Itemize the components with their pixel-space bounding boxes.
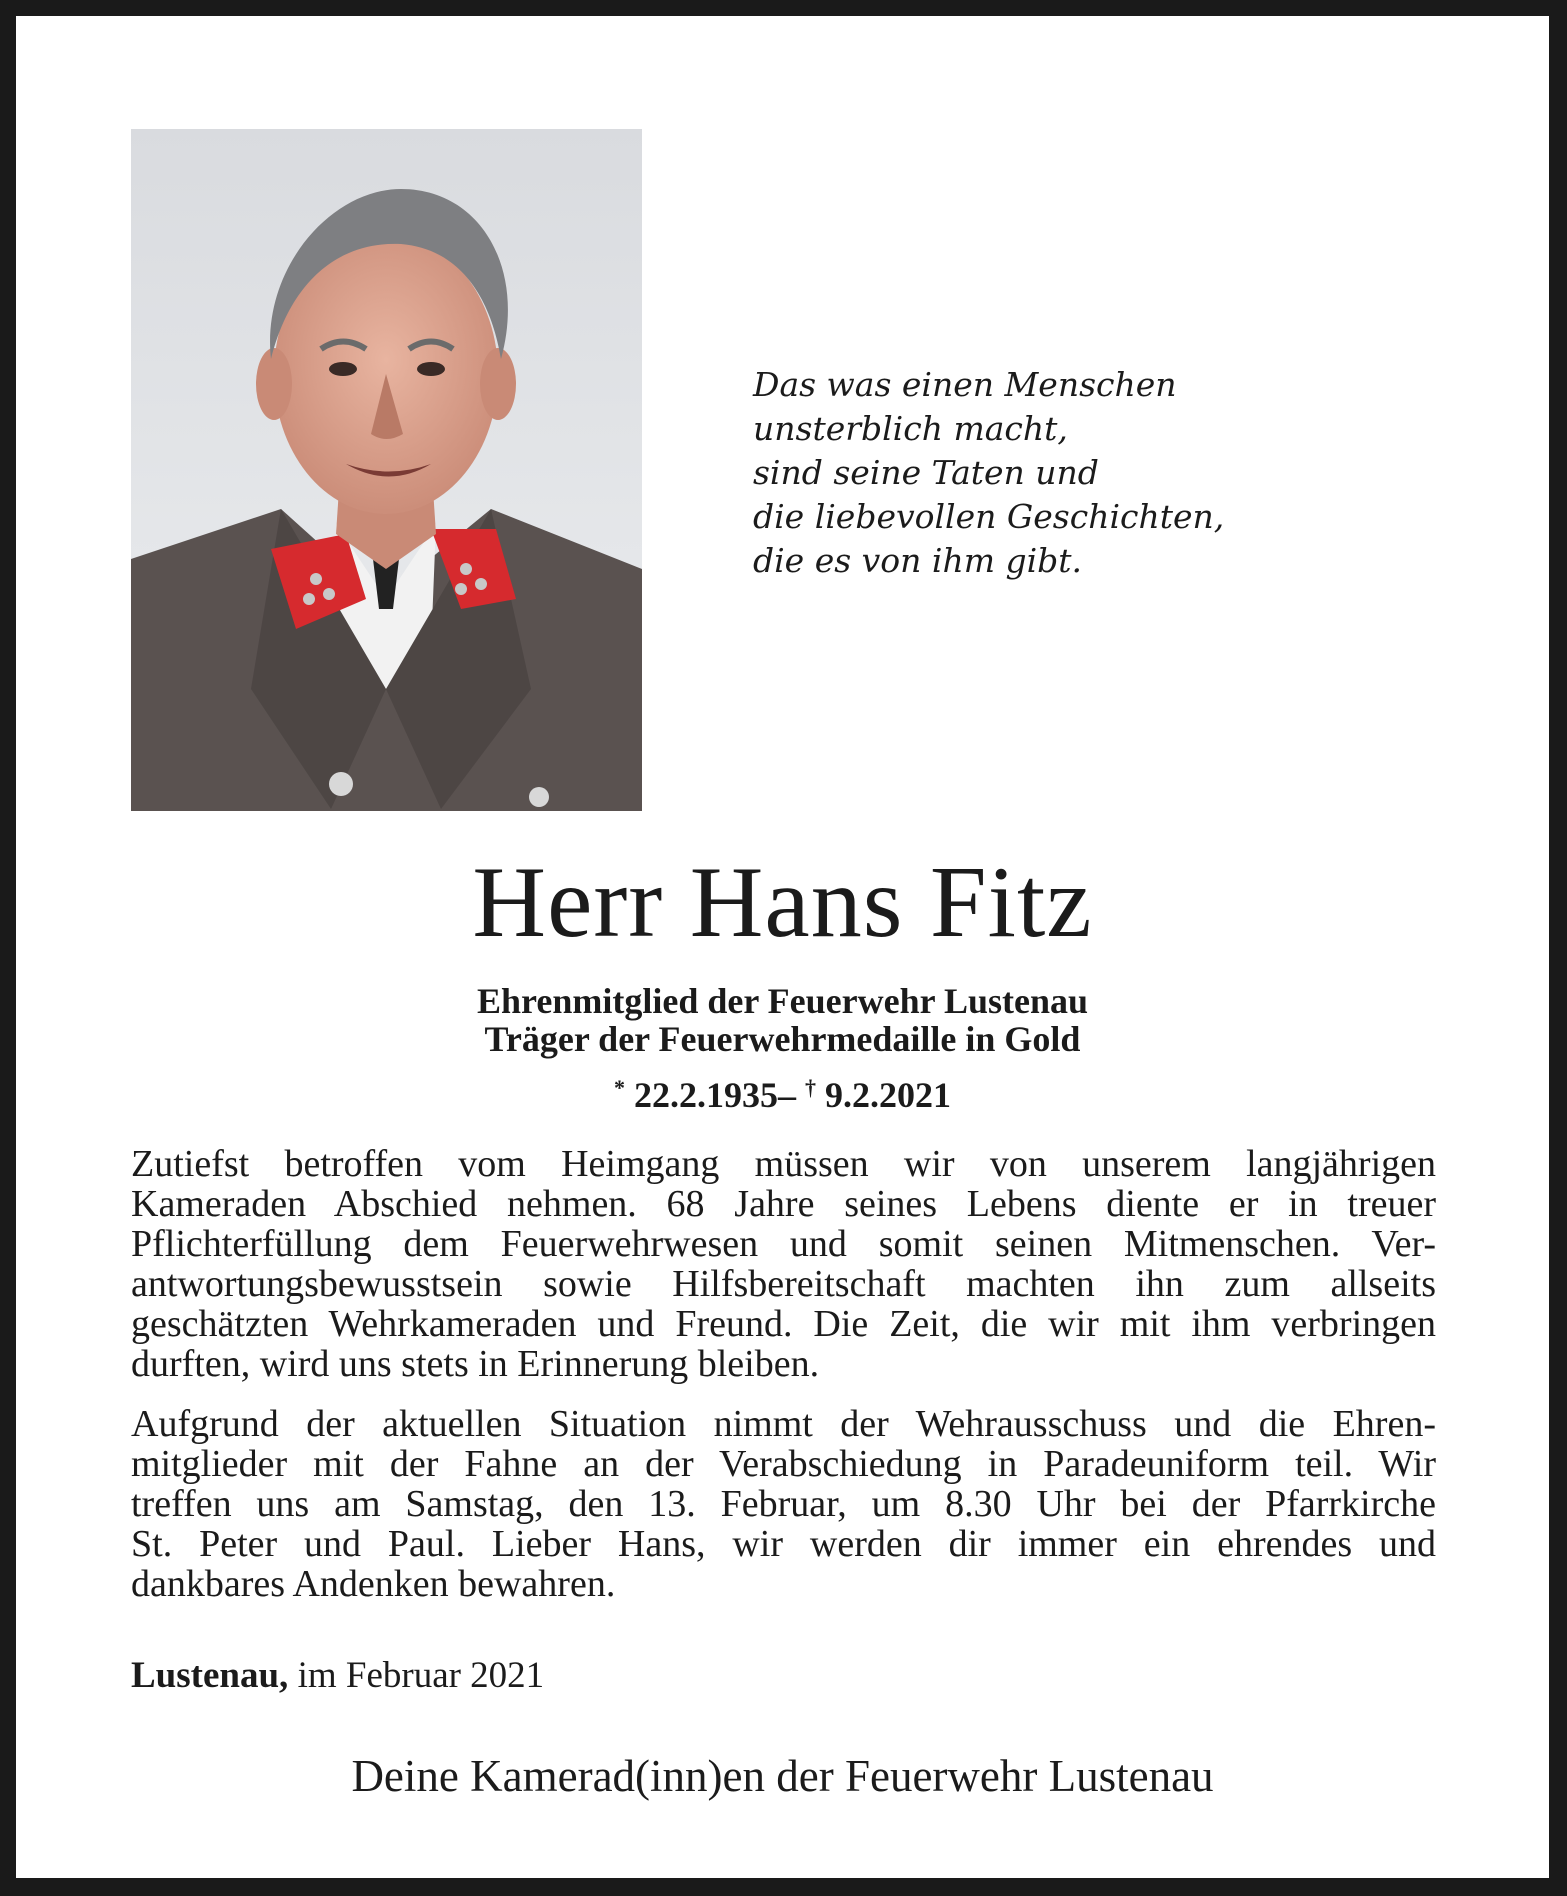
place-month: im Februar 2021 <box>288 1655 545 1696</box>
quote-line: Das was einen Menschen <box>753 365 1177 404</box>
birth-symbol: * <box>614 1075 625 1100</box>
body-line: Pflichterfüllung dem Feuerwehrwesen und somit seinen Mitmenschen. Ver- <box>131 1224 1436 1264</box>
birth-date: 22.2.1935 <box>634 1075 778 1115</box>
portrait-illustration <box>131 129 642 811</box>
signoff: Deine Kamerad(inn)en der Feuerwehr Lustenau <box>351 1751 1214 1801</box>
death-symbol: † <box>805 1075 816 1100</box>
quote-line: die es von ihm gibt. <box>753 541 1083 580</box>
body-line: geschätzten Wehrkameraden und Freund. Die Zeit, die wir mit ihm verbringen <box>131 1304 1436 1344</box>
quote-line: die liebevollen Geschichten, <box>753 497 1225 536</box>
death-date: 9.2.2021 <box>825 1075 951 1115</box>
body-line: Zutiefst betroffen vom Heimgang müssen wir von unserem langjährigen <box>131 1144 1436 1184</box>
body-line: St. Peter und Paul. Lieber Hans, wir werden dir immer ein ehrendes und <box>131 1524 1436 1564</box>
title-line: Träger der Feuerwehrmedaille in Gold <box>484 1019 1081 1059</box>
quote-line: unsterblich macht, <box>753 409 1068 448</box>
body-paragraph-1 <box>131 1144 1436 1384</box>
body-line: dankbares Andenken bewahren. <box>131 1564 616 1604</box>
quote-line: sind seine Taten und <box>753 453 1099 492</box>
life-dates <box>16 1068 1549 1115</box>
deceased-name: Herr Hans Fitz <box>472 846 1093 959</box>
body-line: Kameraden Abschied nehmen. 68 Jahre seines Lebens diente er in treuer <box>131 1184 1436 1224</box>
body-line: Aufgrund der aktuellen Situation nimmt der Wehrausschuss und die Ehren- <box>131 1404 1436 1444</box>
place-city: Lustenau, <box>131 1655 289 1696</box>
body-line: antwortungsbewusstsein sowie Hilfsbereitschaft machten ihn zum allseits <box>131 1264 1436 1304</box>
portrait-photo <box>131 129 642 811</box>
body-line: durften, wird uns stets in Erinnerung bleiben. <box>131 1344 820 1384</box>
date-separator: – <box>778 1075 796 1115</box>
title-line: Ehrenmitglied der Feuerwehr Lustenau <box>477 981 1088 1021</box>
body-line: mitglieder mit der Fahne an der Verabschiedung in Paradeuniform teil. Wir <box>131 1444 1436 1484</box>
body-line: treffen uns am Samstag, den 13. Februar, um 8.30 Uhr bei der Pfarrkirche <box>131 1484 1436 1524</box>
place-date <box>131 1656 544 1696</box>
obituary-card <box>16 16 1549 1878</box>
body-paragraph-2 <box>131 1404 1436 1604</box>
honorary-titles <box>16 982 1549 1058</box>
memorial-quote <box>753 363 1224 583</box>
